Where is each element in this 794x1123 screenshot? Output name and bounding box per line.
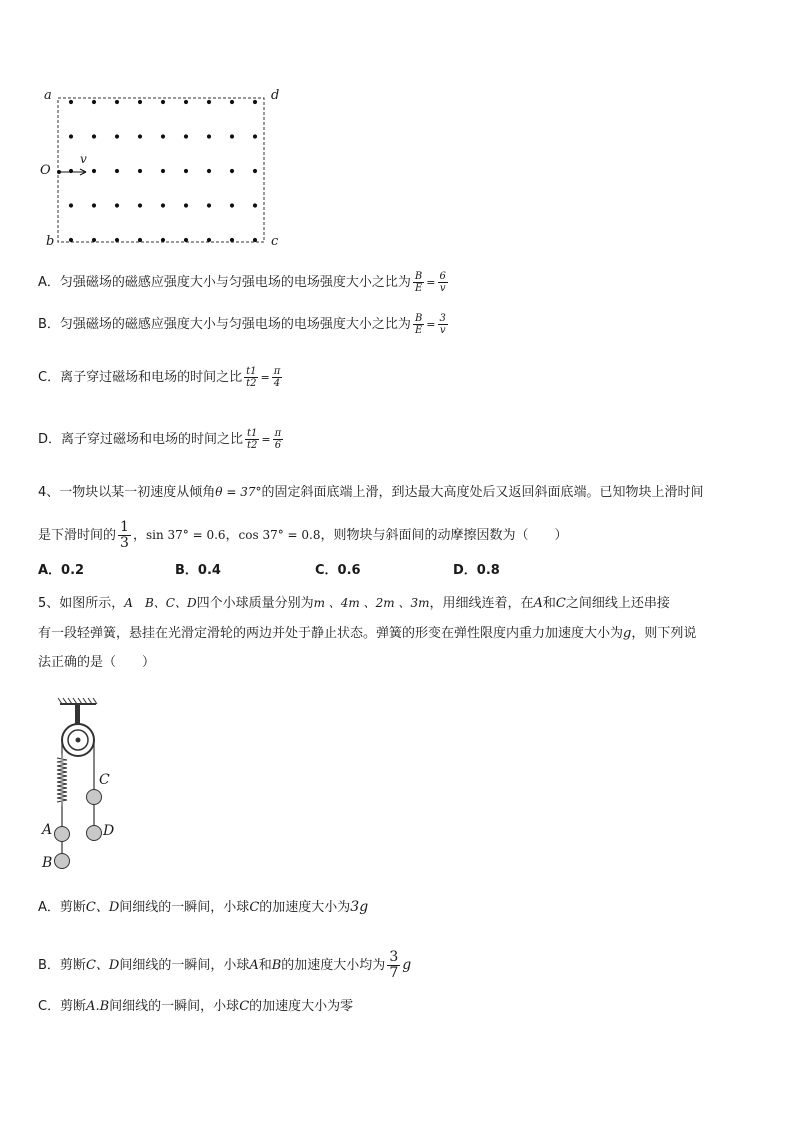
option-letter: A． [38, 275, 60, 290]
option-text: 匀强磁场的磁感应强度大小与匀强电场的电场强度大小之比为 [59, 317, 411, 332]
field-dot [184, 169, 188, 173]
option-letter: D． [38, 432, 62, 447]
field-figure [38, 86, 288, 250]
field-dot [184, 203, 188, 207]
field-dot [115, 238, 119, 242]
ball-c [87, 790, 102, 805]
field-dot [207, 100, 211, 104]
field-dot [69, 134, 73, 138]
corner-d-label: d [271, 88, 280, 103]
field-dot [115, 100, 119, 104]
spring [57, 754, 67, 806]
ball-b [55, 854, 70, 869]
field-dot [253, 169, 257, 173]
field-dot [184, 238, 188, 242]
fraction: $\frac{\pi}{6}$ [274, 428, 282, 451]
field-dot [161, 203, 165, 207]
field-dot [115, 169, 119, 173]
fraction-three-sevenths: $\frac{3}{7}$ [389, 949, 399, 981]
label-a: A [42, 822, 53, 838]
ceiling-hatch [58, 698, 97, 704]
field-dot [92, 203, 96, 207]
origin-label: O [40, 163, 51, 178]
field-dot [253, 238, 257, 242]
option-text: 匀强磁场的磁感应强度大小与匀强电场的电场强度大小之比为 [59, 275, 411, 290]
fraction: $\frac{\pi}{4}$ [273, 366, 281, 389]
fraction: $\frac{B}{E}$ [414, 271, 423, 294]
field-diagram [38, 86, 288, 250]
field-dot [230, 134, 234, 138]
field-dot [69, 238, 73, 242]
q5-option-a: A．剪断C、D间细线的一瞬间，小球C的加速度大小为3g [38, 899, 369, 915]
fraction: $\frac{t1}{t2}$ [247, 428, 258, 451]
field-dot [115, 134, 119, 138]
corner-c-label: c [271, 234, 279, 249]
corner-b-label: b [46, 234, 55, 249]
field-dot [230, 238, 234, 242]
fraction: $\frac{B}{E}$ [414, 313, 423, 336]
field-dot [184, 100, 188, 104]
field-dot [184, 134, 188, 138]
field-dot [161, 100, 165, 104]
q3-option-c: C．离子穿过磁场和电场的时间之比 $\frac{t1}{t2}$ = $\frac{\pi}{4}$ [38, 366, 281, 389]
q4-line-1: 4、一物块以某一初速度从倾角θ = 37°的固定斜面底端上滑，到达最大高度处后又返回斜面底端。已知物块上滑时间 [38, 485, 704, 500]
sin-expr: sin 37° = 0.6 [145, 528, 226, 542]
q5-line-3: 法正确的是（ ） [38, 655, 156, 670]
cos-expr: cos 37° = 0.8 [238, 528, 321, 542]
field-dot [138, 100, 142, 104]
field-dot [92, 100, 96, 104]
field-dot [207, 134, 211, 138]
field-dot [92, 169, 96, 173]
pulley-diagram [36, 696, 136, 876]
angle-expr: θ = 37° [215, 485, 262, 499]
field-dot [138, 203, 142, 207]
q4-option-d: D．0.8 [453, 563, 500, 578]
q3-option-d: D．离子穿过磁场和电场的时间之比 $\frac{t1}{t2}$ = $\frac{\pi}{6}$ [38, 428, 282, 451]
option-letter: B． [38, 317, 60, 332]
field-dot [69, 100, 73, 104]
ball-a [55, 827, 70, 842]
fraction: $\frac{t1}{t2}$ [246, 366, 257, 389]
q3-option-b: B．匀强磁场的磁感应强度大小与匀强电场的电场强度大小之比为 $\frac{B}{E}$ = $\frac{3}{v}$ [38, 313, 446, 336]
pulley-figure [36, 696, 136, 876]
ball-d [87, 826, 102, 841]
q4-line-2: 是下滑时间的 $\frac{1}{3}$ ，sin 37° = 0.6，cos 37° = 0.8，则物块与斜面间的动摩擦因数为（ ） [38, 519, 568, 551]
field-dot [161, 169, 165, 173]
field-dot [230, 169, 234, 173]
q4-option-c: C．0.6 [315, 563, 361, 578]
q5-option-c: C．剪断A.B间细线的一瞬间，小球C的加速度大小为零 [38, 999, 354, 1014]
velocity-label: v [80, 152, 87, 166]
pulley-axle [76, 738, 81, 743]
field-dot [253, 134, 257, 138]
q5-option-b: B．剪断C、D间细线的一瞬间，小球A和B的加速度大小均为 $\frac{3}{7}$ g [38, 949, 412, 981]
field-dot [253, 203, 257, 207]
field-dot [92, 134, 96, 138]
corner-a-label: a [44, 88, 52, 103]
field-dot [69, 203, 73, 207]
q5-line-2: 有一段轻弹簧，悬挂在光滑定滑轮的两边并处于静止状态。弹簧的形变在弹性限度内重力加速度大小为g，则下列说 [38, 626, 697, 641]
field-dot [138, 238, 142, 242]
field-dot [253, 100, 257, 104]
q3-option-a: A．匀强磁场的磁感应强度大小与匀强电场的电场强度大小之比为 $\frac{B}{E}$ = $\frac{6}{v}$ [38, 271, 446, 294]
field-dot [92, 238, 96, 242]
q4-option-a: A．0.2 [38, 563, 85, 578]
field-dot [138, 134, 142, 138]
field-dot [207, 203, 211, 207]
q5-line-1: 5、如图所示，A B、C、D四个小球质量分别为m 、4m 、2m 、3m，用细线连着，在A和C之间细线上还串接 [38, 596, 670, 611]
label-c: C [99, 772, 110, 788]
label-d: D [103, 823, 115, 839]
field-dot [230, 100, 234, 104]
label-b: B [42, 855, 53, 871]
field-dot [138, 169, 142, 173]
field-dot [161, 134, 165, 138]
field-dot [230, 203, 234, 207]
field-dot [207, 169, 211, 173]
field-dot [161, 238, 165, 242]
fraction: $\frac{3}{v}$ [439, 313, 446, 336]
option-letter: C． [38, 370, 61, 385]
field-dot [115, 203, 119, 207]
field-dot [207, 238, 211, 242]
option-text: 离子穿过磁场和电场的时间之比 [60, 370, 243, 385]
fraction: $\frac{6}{v}$ [439, 271, 446, 294]
fraction-one-third: $\frac{1}{3}$ [120, 519, 129, 551]
option-text: 离子穿过磁场和电场的时间之比 [61, 432, 244, 447]
q4-option-b: B．0.4 [175, 563, 221, 578]
